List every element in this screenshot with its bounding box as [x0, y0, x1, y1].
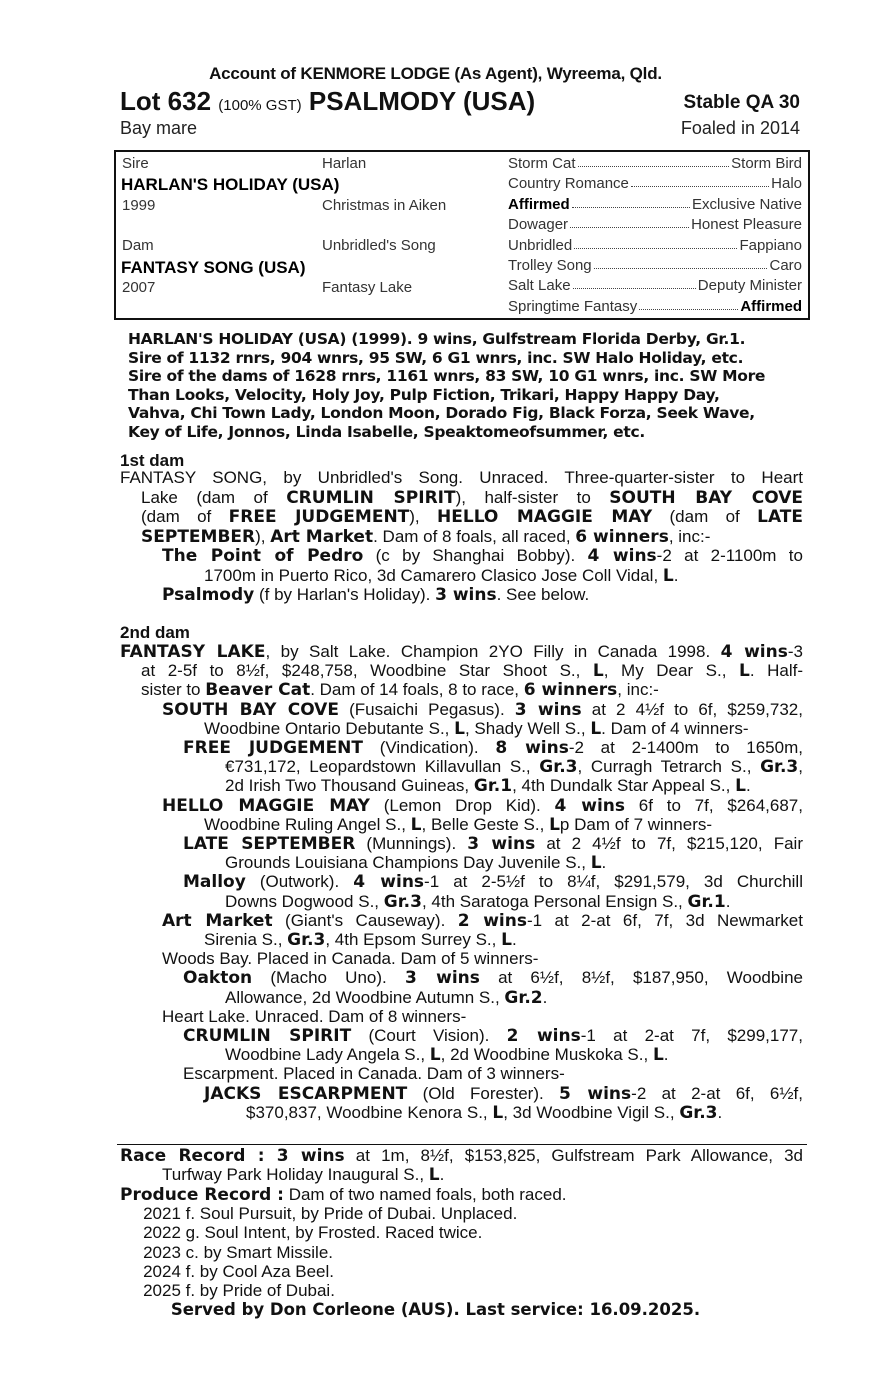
text-line — [143, 1223, 482, 1243]
text-line — [183, 968, 803, 988]
bold-text: 4 wins — [554, 795, 626, 816]
text: , — [798, 757, 803, 777]
sire-summary-line: Key of Life, Jonnos, Linda Isabelle, Speaktomeofsummer, etc. — [128, 422, 645, 441]
bold-text: Art Market — [162, 910, 273, 931]
text: -2 at 2-at 6f, 6½f, — [631, 1083, 803, 1103]
text: . — [511, 930, 517, 949]
text: . Dam of 4 winners- — [601, 718, 749, 738]
bold-text: SOUTH BAY COVE — [162, 699, 339, 720]
ancestor-sire: Fappiano — [739, 236, 802, 254]
text-line — [225, 988, 547, 1008]
text: Dam of two named foals, both raced. — [283, 1184, 567, 1204]
ancestor-name: Storm Cat — [508, 155, 576, 172]
text-line — [120, 468, 803, 488]
text: $370,837, Woodbine Kenora S., — [246, 1102, 493, 1122]
text-line — [225, 892, 730, 912]
sire-summary-line: Than Looks, Velocity, Holy Joy, Pulp Fiction, Trikari, Happy Happy Day, — [128, 385, 720, 404]
bold-text: 8 wins — [495, 738, 569, 758]
sire-summary-line: Sire of the dams of 1628 rnrs, 1161 wnrs, 83 SW, 10 G1 wnrs, inc. SW More — [128, 367, 766, 385]
bold-text: Gr.1 — [473, 776, 513, 797]
text: at 2-5f to 8½f, $248,758, Woodbine Star Shoot S., — [141, 661, 593, 681]
text: , inc:- — [668, 526, 711, 546]
bold-text: L — [735, 776, 746, 797]
foaled-year: Foaled in 2014 — [680, 118, 800, 138]
bold-text: L — [738, 661, 750, 682]
text-line — [204, 1084, 803, 1104]
text-line — [141, 488, 803, 508]
bold-text: Gr.2 — [504, 987, 543, 1008]
text-line — [183, 834, 803, 854]
text-line — [183, 1064, 565, 1084]
pedigree-row — [508, 196, 802, 213]
text: ), — [255, 526, 271, 546]
text: (Munnings). — [355, 834, 468, 853]
sire-label: Sire — [122, 155, 149, 172]
bold-text: Psalmody — [162, 585, 255, 605]
text: , Shady Well S., — [464, 718, 591, 738]
pedigree-row — [508, 155, 802, 172]
horse-name: PSALMODY (USA) — [308, 86, 536, 116]
bold-text: Oakton — [183, 968, 253, 989]
text: 2025 f. by Pride of Dubai. — [143, 1281, 335, 1301]
text: 6f to 7f, $264,687, — [625, 795, 803, 815]
bold-text: L — [590, 718, 602, 739]
text: Lake (dam of — [141, 487, 287, 507]
text-line — [141, 527, 710, 547]
bold-text: L — [454, 718, 465, 739]
text-line — [120, 1185, 567, 1205]
bold-text: 2 wins — [506, 1026, 581, 1046]
bold-text: Produce Record : — [120, 1184, 284, 1205]
sire-year: 1999 — [122, 197, 156, 214]
text-line — [204, 930, 517, 950]
text: Escarpment. Placed in Canada. Dam of 3 winners- — [183, 1064, 565, 1084]
leader-dots — [639, 298, 738, 310]
pedigree-row — [508, 216, 802, 233]
text: . — [439, 1165, 445, 1185]
sire-dam: Christmas in Aiken — [322, 197, 447, 214]
text: , inc:- — [617, 680, 659, 700]
bold-text: L — [501, 930, 512, 950]
text: . Dam of 14 foals, 8 to race, — [310, 680, 524, 700]
leader-dots — [570, 216, 689, 228]
text: (c by Shanghai Bobby). — [363, 546, 588, 565]
bold-text: Gr.3 — [383, 891, 422, 912]
text-line — [225, 757, 803, 777]
text-line — [143, 1262, 334, 1282]
dam-label: Dam — [122, 237, 154, 254]
text: , 4th Epsom Surrey S., — [325, 930, 502, 949]
ancestor-sire: Halo — [771, 175, 802, 193]
text: . Half- — [749, 661, 803, 681]
text: . — [601, 853, 607, 873]
pedigree-row — [508, 237, 802, 254]
bold-text: 4 wins — [587, 546, 657, 566]
bold-text: Gr.3 — [539, 757, 578, 778]
lot-number: Lot 632 — [120, 86, 212, 116]
text: 2d Irish Two Thousand Guineas, — [225, 776, 474, 796]
leader-dots — [573, 277, 696, 289]
ancestor-name: Dowager — [508, 216, 569, 234]
pedigree-row — [508, 175, 802, 192]
text-line — [246, 1103, 722, 1123]
bold-text: L — [662, 565, 674, 586]
text: , My Dear S., — [603, 661, 739, 681]
text: Woodbine Lady Angela S., — [225, 1045, 430, 1065]
bold-text: CRUMLIN SPIRIT — [286, 487, 456, 508]
text-line — [141, 680, 659, 700]
ancestor-sire: Storm Bird — [731, 155, 802, 172]
text: , Belle Geste S., — [421, 814, 550, 834]
text: at 2 4½f to 6f, $259,732, — [581, 699, 803, 719]
text-line — [162, 700, 803, 720]
leader-dots — [572, 196, 690, 208]
pedigree-row — [508, 257, 802, 274]
bold-text: Art Market — [270, 526, 374, 547]
ancestor-sire: Caro — [769, 257, 802, 274]
gst-note: (100% GST) — [218, 97, 302, 114]
text: . — [725, 891, 731, 911]
text-line — [120, 642, 803, 662]
text: . — [745, 776, 751, 796]
pedigree-row — [508, 277, 802, 294]
text: (Macho Uno). — [252, 968, 405, 988]
leader-dots — [631, 175, 769, 187]
text: at 2 4½f to 7f, $215,120, Fair — [535, 834, 803, 853]
text: (Fusaichi Pegasus). — [338, 699, 515, 719]
section-divider — [117, 1144, 807, 1145]
ancestor-sire: Affirmed — [740, 297, 802, 315]
text: -1 at 2-5½f to 8¼f, $291,579, 3d Churchill — [424, 872, 803, 892]
text: , 3d Woodbine Vigil S., — [503, 1102, 680, 1122]
text: , Curragh Tetrarch S., — [577, 757, 761, 777]
sire-summary-line: Sire of 1132 rnrs, 904 wnrs, 95 SW, 6 G1 wnrs, inc. SW Halo Holiday, etc. — [128, 348, 744, 367]
text-line — [204, 815, 712, 835]
bold-text: L — [549, 814, 560, 835]
text: -1 at 2-at 6f, 7f, 3d Newmarket — [526, 910, 803, 930]
text: €731,172, Leopardstown Killavullan S., — [225, 757, 540, 777]
bold-text: CRUMLIN SPIRIT — [183, 1026, 352, 1046]
text-line — [225, 776, 751, 796]
bold-text: The Point of Pedro — [162, 546, 364, 566]
text: Woodbine Ruling Angel S., — [204, 814, 411, 834]
text: (Giant's Causeway). — [272, 910, 458, 930]
text: -3 — [787, 642, 803, 661]
bold-text: FREE JUDGEMENT — [183, 738, 363, 758]
text: (dam of — [141, 507, 229, 526]
ancestor-name: Country Romance — [508, 175, 629, 193]
text-line — [143, 1281, 335, 1301]
text-line — [225, 1045, 669, 1065]
sire-sire: Harlan — [322, 155, 367, 172]
text: (Old Forester). — [407, 1083, 560, 1103]
text: p Dam of 7 winners- — [559, 814, 713, 834]
text: Woods Bay. Placed in Canada. Dam of 5 winners- — [162, 949, 539, 969]
text: sister to — [141, 680, 206, 700]
text: . — [717, 1102, 723, 1122]
text: , by Salt Lake. Champion 2YO Filly in Canada 1998. — [265, 642, 721, 661]
text-line — [162, 1007, 466, 1027]
text-line — [204, 719, 749, 739]
bold-text: 3 wins — [467, 834, 536, 854]
bold-text: 2 wins — [457, 910, 527, 931]
text-line — [162, 911, 803, 931]
bold-text: Gr.3 — [760, 757, 799, 778]
bold-text: L — [592, 661, 604, 682]
text: at 1m, 8½f, $153,825, Gulfstream Park Allowance, 3d — [344, 1146, 804, 1165]
bold-text: Gr.3 — [287, 930, 326, 950]
leader-dots — [594, 257, 768, 269]
text: (Court Vision). — [351, 1026, 507, 1045]
text-line — [143, 1204, 517, 1224]
bold-text: SEPTEMBER — [141, 526, 256, 547]
text: Sirenia S., — [204, 930, 288, 949]
bold-text: HELLO MAGGIE MAY — [437, 507, 653, 527]
bold-text: 5 wins — [559, 1083, 632, 1104]
first-dam-heading: 1st dam — [120, 451, 185, 470]
text: . — [542, 987, 548, 1007]
text-line — [204, 566, 678, 586]
bold-text: 6 winners — [575, 526, 669, 547]
leader-dots — [578, 155, 730, 167]
lot-heading — [120, 86, 535, 117]
ancestor-name: Affirmed — [508, 195, 570, 213]
text: 2021 f. Soul Pursuit, by Pride of Dubai. Unplaced. — [143, 1203, 518, 1223]
text: Woodbine Ontario Debutante S., — [204, 718, 455, 738]
text-line — [162, 796, 803, 816]
text-line — [141, 507, 803, 527]
text: ), half-sister to — [455, 487, 610, 507]
bold-text: 3 wins — [435, 585, 497, 605]
bold-text: 3 wins — [514, 699, 582, 720]
text-line — [120, 1146, 803, 1166]
ancestor-name: Unbridled — [508, 236, 573, 254]
bold-text: L — [492, 1102, 504, 1123]
bold-text: FANTASY LAKE — [120, 642, 266, 662]
bold-text: Gr.1 — [687, 891, 726, 912]
bold-text: L — [429, 1045, 441, 1066]
text-line — [183, 1026, 803, 1046]
text: 2023 c. by Smart Missile. — [143, 1242, 333, 1262]
text: at 6½f, 8½f, $187,950, Woodbine — [479, 968, 803, 988]
bold-text: Malloy — [183, 872, 246, 893]
bold-text: FREE JUDGEMENT — [228, 507, 410, 527]
text: 2022 g. Soul Intent, by Frosted. Raced twice. — [143, 1223, 483, 1243]
text: . See below. — [496, 585, 590, 604]
bold-text: JACKS ESCARPMENT — [204, 1083, 408, 1104]
pedigree-row — [508, 298, 802, 315]
text-line — [162, 585, 589, 605]
ancestor-name: Springtime Fantasy — [508, 297, 638, 315]
bold-text: 4 wins — [720, 642, 788, 662]
bold-text: Race Record : 3 wins — [120, 1146, 345, 1166]
ancestor-sire: Deputy Minister — [697, 277, 802, 295]
text: ), — [409, 507, 438, 526]
dam-sire: Unbridled's Song — [322, 237, 436, 254]
text: Grounds Louisiana Champions Day Juvenile S., — [225, 853, 591, 873]
ancestor-name: Salt Lake — [508, 277, 571, 295]
sire-summary-line: Vahva, Chi Town Lady, London Moon, Dorado Fig, Black Forza, Seek Wave, — [128, 404, 755, 422]
bold-text: LATE SEPTEMBER — [183, 834, 356, 854]
text: . Dam of 8 foals, all raced, — [373, 526, 576, 546]
text-line — [225, 853, 606, 873]
text: , 2d Woodbine Muskoka S., — [440, 1045, 653, 1065]
text: (Lemon Drop Kid). — [369, 795, 555, 815]
text: -2 at 2-1400m to 1650m, — [568, 738, 803, 757]
bold-text: LATE — [757, 507, 803, 527]
text-line — [183, 872, 803, 892]
text-line — [162, 546, 803, 566]
text: , 4th Dundalk Star Appeal S., — [512, 776, 736, 796]
pedigree-table — [114, 150, 810, 320]
text: . — [673, 565, 679, 585]
bold-text: L — [410, 814, 422, 835]
service-note: Served by Don Corleone (AUS). Last service: 16.09.2025. — [170, 1300, 701, 1319]
text: 1700m in Puerto Rico, 3d Camarero Clasico Jose Coll Vidal, — [204, 565, 663, 585]
sire-summary — [128, 330, 765, 441]
text: FANTASY SONG, by Unbridled's Song. Unraced. Three-quarter-sister to Heart — [120, 468, 803, 487]
text: Allowance, 2d Woodbine Autumn S., — [225, 987, 505, 1007]
bold-text: SOUTH BAY COVE — [609, 487, 803, 508]
text-line — [162, 949, 538, 969]
sire-name: HARLAN'S HOLIDAY (USA) — [121, 175, 340, 194]
vendor-account: Account of KENMORE LODGE (As Agent), Wyreema, Qld. — [209, 64, 662, 83]
ancestor-name: Trolley Song — [508, 257, 592, 274]
bold-text: 3 wins — [404, 968, 480, 989]
text: Downs Dogwood S., — [225, 891, 384, 911]
text: (dam of — [652, 507, 758, 526]
horse-sex: Bay mare — [120, 118, 198, 138]
text-line — [143, 1243, 333, 1263]
ancestor-sire: Honest Pleasure — [691, 216, 802, 234]
text-line — [141, 661, 803, 681]
text: Turfway Park Holiday Inaugural S., — [162, 1165, 429, 1185]
bold-text: 6 winners — [523, 680, 618, 701]
dam-year: 2007 — [122, 279, 156, 296]
sire-summary-line: HARLAN'S HOLIDAY (USA) (1999). 9 wins, Gulfstream Florida Derby, Gr.1. — [128, 330, 746, 348]
bold-text: L — [652, 1045, 664, 1066]
bold-text: L — [428, 1165, 440, 1186]
text: 2024 f. by Cool Aza Beel. — [143, 1261, 334, 1281]
stable-number: Stable QA 30 — [683, 92, 800, 113]
bold-text: L — [590, 853, 602, 874]
text: . — [663, 1045, 669, 1065]
bold-text: 4 wins — [353, 872, 425, 893]
text-line — [183, 738, 803, 758]
dam-dam: Fantasy Lake — [322, 279, 413, 296]
text: -2 at 2-1100m to — [656, 546, 803, 565]
leader-dots — [574, 237, 737, 249]
dam-name: FANTASY SONG (USA) — [121, 258, 306, 277]
bold-text: Gr.3 — [679, 1102, 718, 1123]
text: Heart Lake. Unraced. Dam of 8 winners- — [162, 1006, 467, 1026]
text: (f by Harlan's Holiday). — [254, 585, 436, 604]
bold-text: Beaver Cat — [205, 680, 311, 701]
bold-text: HELLO MAGGIE MAY — [162, 795, 370, 816]
second-dam-heading: 2nd dam — [120, 623, 190, 642]
text: (Outwork). — [245, 872, 354, 892]
text-line — [162, 1165, 444, 1185]
text: , 4th Saratoga Personal Ensign S., — [421, 891, 688, 911]
text: -1 at 2-at 7f, $299,177, — [580, 1026, 803, 1045]
text: (Vindication). — [363, 738, 496, 757]
ancestor-sire: Exclusive Native — [691, 195, 802, 213]
